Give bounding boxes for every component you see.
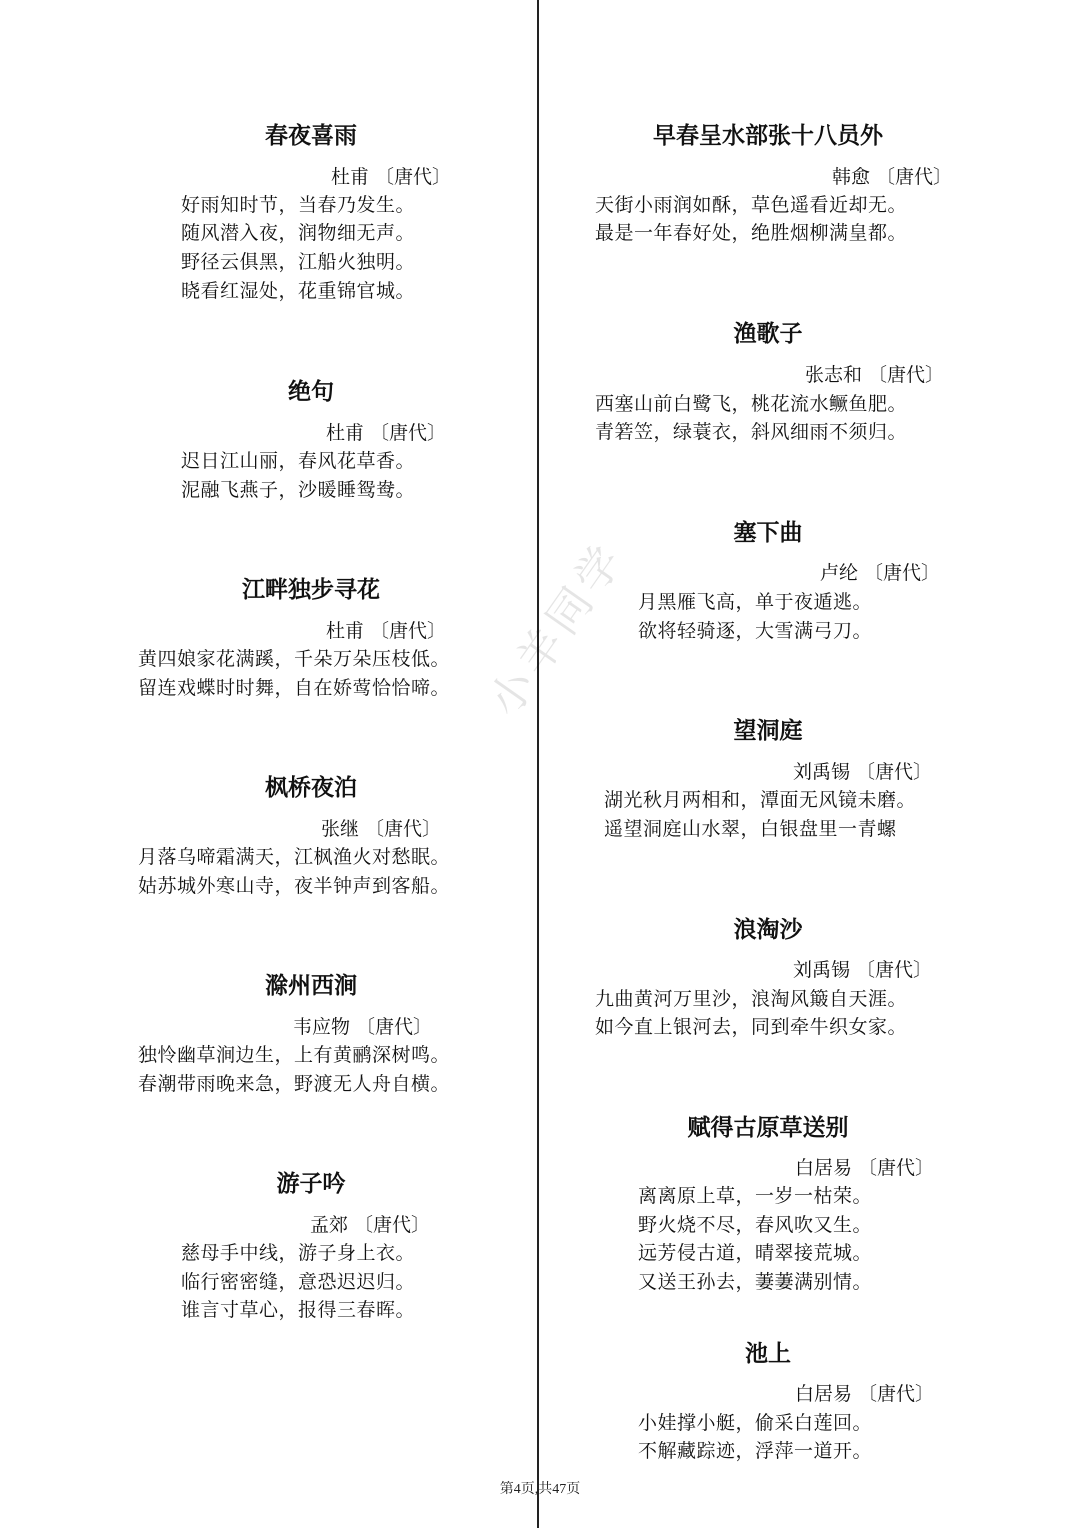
poem-line: 好雨知时节，当春乃发生。	[181, 194, 416, 216]
poem-line: 九曲黄河万里沙，浪淘风簸自天涯。	[595, 988, 908, 1010]
poem-author: 刘禹锡 〔唐代〕	[793, 959, 933, 981]
poem-line: 最是一年春好处，绝胜烟柳满皇都。	[595, 222, 908, 244]
poem-author: 杜甫 〔唐代〕	[326, 422, 447, 444]
poem-author: 卢纶 〔唐代〕	[820, 562, 941, 584]
poem-line: 春潮带雨晚来急，野渡无人舟自横。	[138, 1073, 451, 1095]
poem-line: 野火烧不尽，春风吹又生。	[638, 1214, 873, 1236]
poem-line: 离离原上草，一岁一枯荣。	[638, 1185, 873, 1207]
poem-line: 天街小雨润如酥，草色遥看近却无。	[595, 194, 908, 216]
poem-title: 游子吟	[276, 1170, 346, 1197]
poem-author: 刘禹锡 〔唐代〕	[793, 761, 933, 783]
poem-title: 早春呈水部张十八员外	[653, 122, 883, 149]
poem-author: 白居易 〔唐代〕	[795, 1383, 935, 1405]
poem-title: 春夜喜雨	[265, 122, 357, 149]
poem-author: 张继 〔唐代〕	[321, 818, 442, 840]
poem-line: 泥融飞燕子，沙暖睡鸳鸯。	[181, 479, 416, 501]
column-divider	[537, 0, 539, 1528]
poem-line: 黄四娘家花满蹊，千朵万朵压枝低。	[138, 648, 451, 670]
poem-line: 晓看红湿处，花重锦官城。	[181, 280, 416, 302]
poem-author: 韦应物 〔唐代〕	[293, 1016, 433, 1038]
poem-line: 谁言寸草心，报得三春晖。	[181, 1299, 416, 1321]
page-footer: 第4页,共47页	[499, 1482, 581, 1497]
poem-line: 遥望洞庭山水翠，白银盘里一青螺	[604, 818, 897, 840]
poem-line: 随风潜入夜，润物细无声。	[181, 222, 416, 244]
poem-line: 月落乌啼霜满天，江枫渔火对愁眠。	[138, 846, 451, 868]
poem-line: 湖光秋月两相和，潭面无风镜未磨。	[604, 789, 917, 811]
poem-line: 欲将轻骑逐，大雪满弓刀。	[638, 620, 873, 642]
poem-title: 赋得古原草送别	[687, 1114, 849, 1141]
poem-title: 浪淘沙	[733, 916, 803, 943]
poem-line: 又送王孙去，萋萋满别情。	[638, 1271, 873, 1293]
poem-line: 独怜幽草涧边生，上有黄鹂深树鸣。	[138, 1044, 451, 1066]
poem-title: 枫桥夜泊	[265, 774, 357, 801]
poem-title: 绝句	[288, 378, 334, 405]
poem-line: 迟日江山丽，春风花草香。	[181, 450, 416, 472]
poem-title: 塞下曲	[733, 519, 803, 546]
poem-author: 韩愈 〔唐代〕	[832, 166, 953, 188]
poem-line: 青箬笠，绿蓑衣，斜风细雨不须归。	[595, 421, 908, 443]
poem-line: 西塞山前白鹭飞，桃花流水鳜鱼肥。	[595, 393, 908, 415]
watermark: 小羊同学	[479, 532, 636, 726]
poem-line: 小娃撑小艇，偷采白莲回。	[638, 1412, 873, 1434]
poem-author: 张志和 〔唐代〕	[805, 364, 945, 386]
poem-line: 远芳侵古道，晴翠接荒城。	[638, 1242, 873, 1264]
poem-title: 渔歌子	[733, 320, 803, 347]
poem-author: 孟郊 〔唐代〕	[310, 1214, 431, 1236]
poem-line: 慈母手中线，游子身上衣。	[181, 1242, 416, 1264]
poem-line: 临行密密缝，意恐迟迟归。	[181, 1271, 416, 1293]
poem-author: 杜甫 〔唐代〕	[326, 620, 447, 642]
poem-line: 野径云俱黑，江船火独明。	[181, 251, 416, 273]
poem-title: 望洞庭	[733, 717, 803, 744]
poem-line: 姑苏城外寒山寺，夜半钟声到客船。	[138, 875, 451, 897]
poem-author: 白居易 〔唐代〕	[795, 1157, 935, 1179]
poem-author: 杜甫 〔唐代〕	[331, 166, 452, 188]
poem-line: 留连戏蝶时时舞，自在娇莺恰恰啼。	[138, 677, 451, 699]
poem-title: 池上	[745, 1340, 791, 1367]
poem-line: 月黑雁飞高，单于夜遁逃。	[638, 591, 873, 613]
poem-line: 不解藏踪迹，浮萍一道开。	[638, 1440, 873, 1462]
poem-line: 如今直上银河去，同到牵牛织女家。	[595, 1016, 908, 1038]
poem-title: 江畔独步寻花	[242, 576, 380, 603]
poem-title: 滁州西涧	[265, 972, 357, 999]
